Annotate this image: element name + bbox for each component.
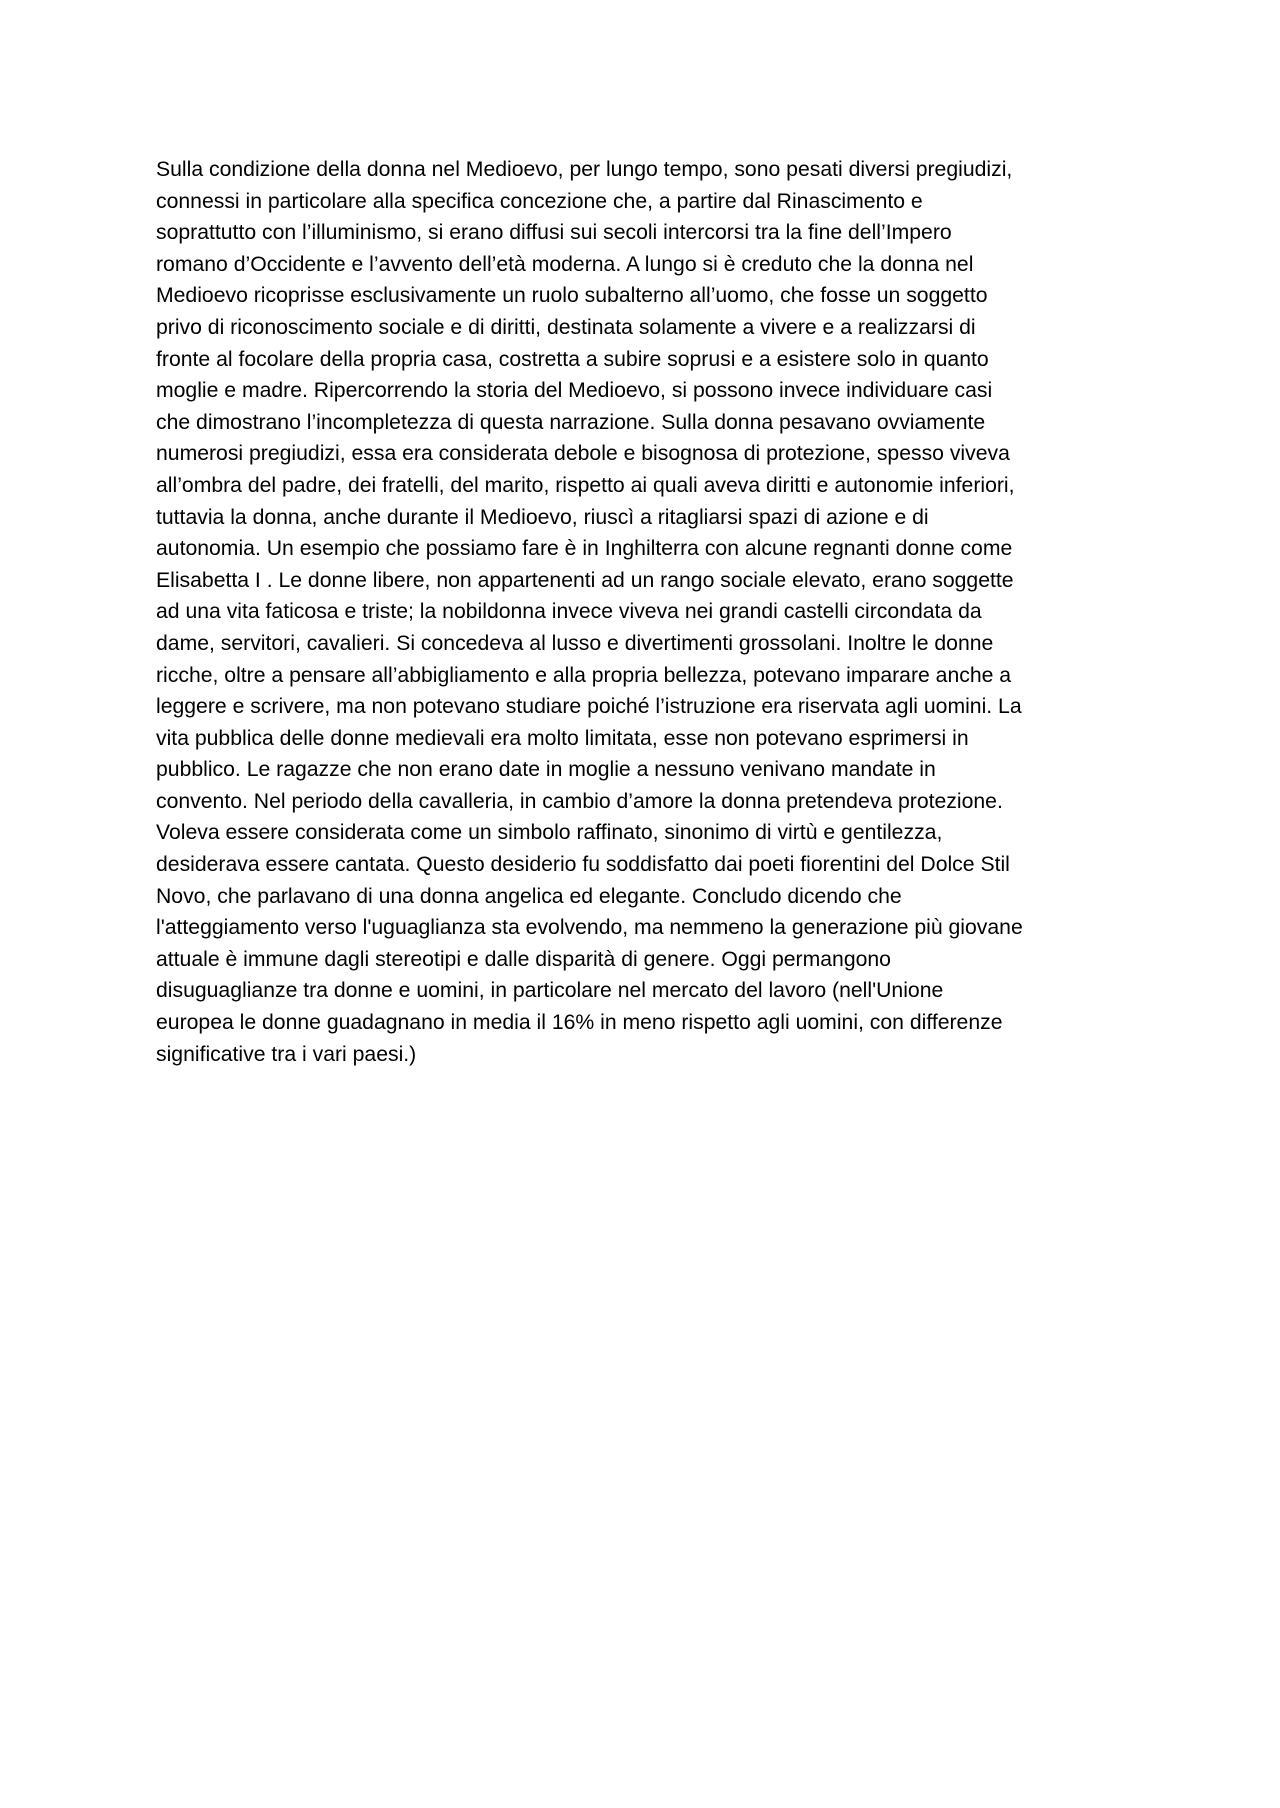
text-line: connessi in particolare alla specifica concezione che, a partire dal Rinascimento e (156, 189, 923, 213)
text-line: leggere e scrivere, ma non potevano studiare poiché l’istruzione era riservata agli uomini. La (156, 695, 1022, 719)
text-line: pubblico. Le ragazze che non erano date in moglie a nessuno venivano mandate in (156, 758, 936, 782)
text-line: autonomia. Un esempio che possiamo fare è in Inghilterra con alcune regnanti donne come (156, 537, 1013, 561)
text-line: convento. Nel periodo della cavalleria, in cambio d’amore la donna pretendeva protezione. (156, 789, 1003, 813)
text-line: numerosi pregiudizi, essa era considerata debole e bisognosa di protezione, spesso viveva (156, 442, 1010, 466)
text-line: all’ombra del padre, dei fratelli, del marito, rispetto ai quali aveva diritti e autonomie inferiori, (156, 473, 1015, 497)
text-line: moglie e madre. Ripercorrendo la storia del Medioevo, si possono invece individuare casi (156, 379, 993, 403)
text-line: soprattutto con l’illuminismo, si erano diffusi sui secoli intercorsi tra la fine dell’Impero (156, 221, 952, 245)
text-line: Elisabetta I . Le donne libere, non appartenenti ad un rango sociale elevato, erano soggette (156, 568, 1014, 592)
text-line: dame, servitori, cavalieri. Si concedeva al lusso e divertimenti grossolani. Inoltre le donne (156, 631, 994, 655)
text-line: Voleva essere considerata come un simbolo raffinato, sinonimo di virtù e gentilezza, (156, 821, 943, 845)
text-line: ad una vita faticosa e triste; la nobildonna invece viveva nei grandi castelli circondata da (156, 600, 982, 624)
text-line: Medioevo ricoprisse esclusivamente un ruolo subalterno all’uomo, che fosse un soggetto (156, 284, 988, 308)
text-line: disuguaglianze tra donne e uomini, in particolare nel mercato del lavoro (nell'Unione (156, 979, 944, 1003)
text-line: l'atteggiamento verso l'uguaglianza sta evolvendo, ma nemmeno la generazione più giovane (156, 916, 1023, 940)
text-line: vita pubblica delle donne medievali era molto limitata, esse non potevano esprimersi in (156, 726, 969, 750)
text-line: romano d’Occidente e l’avvento dell’età moderna. A lungo si è creduto che la donna nel (156, 252, 974, 276)
body-paragraph (156, 154, 1136, 1070)
text-line: Novo, che parlavano di una donna angelica ed elegante. Concludo dicendo che (156, 884, 902, 908)
text-line: che dimostrano l’incompletezza di questa narrazione. Sulla donna pesavano ovviamente (156, 410, 986, 434)
text-line: ricche, oltre a pensare all’abbigliamento e alla propria bellezza, potevano imparare anche a (156, 663, 1012, 687)
text-line: tuttavia la donna, anche durante il Medioevo, riuscì a ritagliarsi spazi di azione e di (156, 505, 929, 529)
text-line: significative tra i vari paesi.) (156, 1042, 417, 1066)
text-line: europea le donne guadagnano in media il 16% in meno rispetto agli uomini, con differenze (156, 1011, 1003, 1035)
text-line: attuale è immune dagli stereotipi e dalle disparità di genere. Oggi permangono (156, 947, 891, 971)
text-line: privo di riconoscimento sociale e di diritti, destinata solamente a vivere e a realizzarsi di (156, 315, 976, 339)
text-line: Sulla condizione della donna nel Medioevo, per lungo tempo, sono pesati diversi pregiudizi, (156, 158, 1013, 181)
text-line: desiderava essere cantata. Questo desiderio fu soddisfatto dai poeti fiorentini del Dolce Stil (156, 853, 1010, 877)
text-line: fronte al focolare della propria casa, costretta a subire soprusi e a esistere solo in quanto (156, 347, 989, 371)
